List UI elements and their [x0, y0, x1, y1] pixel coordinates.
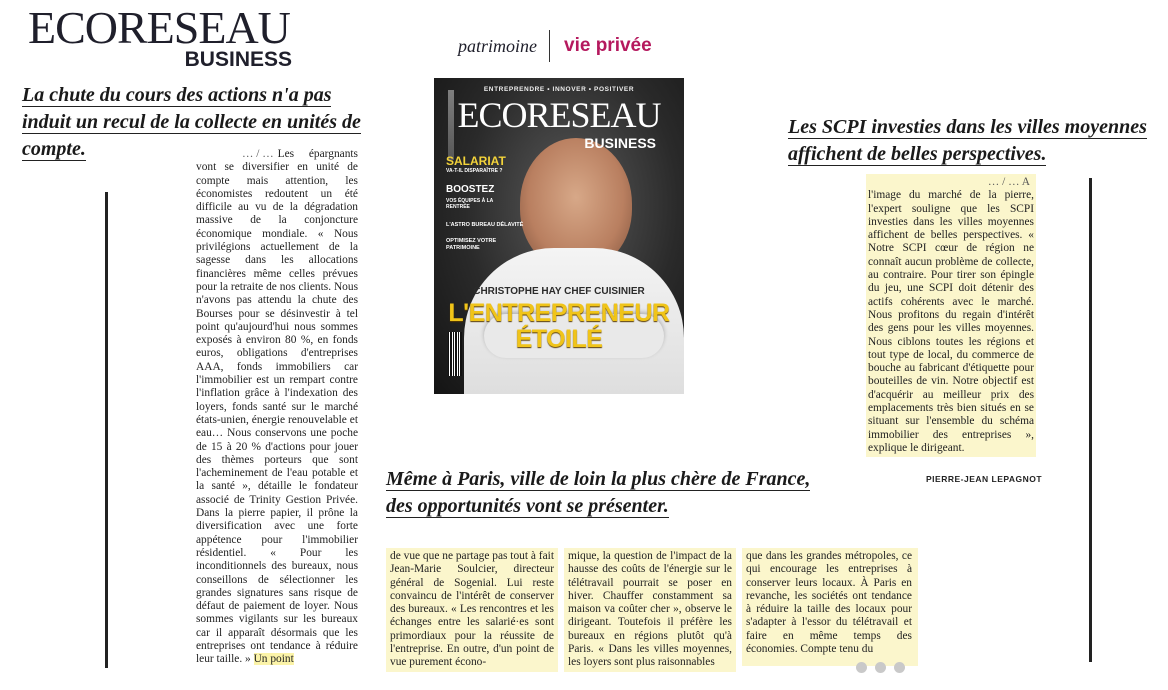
pull-quote-2-text: Les SCPI investies dans les villes moyennes affichent de belles perspectives.: [788, 116, 1147, 165]
cover-headline-boostez: BOOSTEZ: [446, 184, 495, 195]
cover-headline-patrimoine: OPTIMISEZ VOTRE PATRIMOINE: [446, 238, 497, 251]
column-1-tail: Un point: [253, 653, 294, 666]
article-column-4: mique, la question de l'impact de la hausse des coûts de l'énergie sur le télétravail pourrait se poser en hiver. Chauffer constamment sa maison va coûter cher », observe le dirigeant. Toutefois il préfère les bureaux en régions plutôt qu'à Paris. « Dans les villes moyennes, les loyers sont plus raisonnables: [564, 548, 736, 672]
column-1-text: Les épargnants vont se diversifier en unité de compte mais attention, les économistes redoutent un été difficile au vu de la dégradation massive de la conjoncture économique mondiale. « Nous privilégions actuellement de la sagesse dans les allocations financières même celles prévues pour la retraite de nos clients. Nous n'avons pas attendu la chute des Bourses pour se désinvestir à tel point qu'aujourd'hui nous sommes exposés à environ 80 %, en fonds euros, obligations d'entreprises AAA, fonds immobiliers car l'immobilier est un rempart contre l'inflation grâce à l'indexation des loyers, fonds santé sur le marché états-unien, énergie renouvelable et eau… Nous conservons une poche de 15 à 20 % d'actions pour jouer des thèmes porteurs que sont l'acheminement de l'eau potable et la santé », détaille le fondateur associé de Trinity Gestion Privée. Dans la pierre papier, il prône la diversification avec une forte appétence pour l'immobilier résidentiel. « Pour les inconditionnels des bureaux, nous conseillons de sélectionner les grandes signatures sans risque de défaut de paiement de loyer. Nous sommes vigilants sur les bureaux car il apparaît désormais que les entreprises ont tendance à réduire leur taille. »: [196, 148, 358, 666]
pull-quote-3-text: Même à Paris, ville de loin la plus chère de France, des opportunités vont se présenter.: [386, 468, 811, 517]
column-2-text: l'image du marché de la pierre, l'expert souligne que les SCPI investies dans les villes moyennes affichent de belles perspectives. « Notre SCPI cœur de région ne connaît aucun problème de collecte, au contraire. Pour tirer son épingle du jeu, une SCPI doit détenir des actifs cohérents avec le marché. Nous profitons du regain d'intérêt des gens pour les villes moyennes. Nous ciblons toutes les régions et tout type de local, du commerce de bouche au fabricant d'étiquette pour bouteilles de vin. Notre objectif est d'acquérir au meilleur prix des emplacements très bien situés en se situant sur l'ensemble du schéma immobilier des entreprises », explique le dirigeant.: [868, 189, 1034, 454]
pull-quote-2: [788, 114, 1158, 168]
cover-logo: ECORESEAU: [457, 95, 661, 135]
article-column-3: de vue que ne partage pas tout à fait Jean-Marie Soulcier, directeur général de Sogenial. Lui reste convaincu de l'intérêt de conserver des bureaux. « Les rencontres et les échanges entre les salarié·es sont primordiaux pour la réussite de l'entreprise. En outre, d'un point de vue purement écono-: [386, 548, 558, 672]
cover-barcode: [448, 332, 462, 376]
author-signature: PIERRE-JEAN LEPAGNOT: [926, 474, 1043, 484]
pagination-dot[interactable]: [856, 662, 867, 673]
pagination-dot[interactable]: [894, 662, 905, 673]
cover-title: [434, 300, 684, 352]
section-nav: [458, 30, 652, 62]
article-column-5: que dans les grandes métropoles, ce qui encourage les entreprises à conserver leurs locaux. À Paris en revanche, les sociétés ont tendance à réduire la taille des locaux pour s'adapter à l'essor du télétravail et faire en même temps des économies. Compte tenu du: [742, 548, 918, 666]
nav-link-patrimoine[interactable]: patrimoine: [458, 35, 537, 56]
logo-sub-text: BUSINESS: [184, 48, 292, 71]
pagination-dots[interactable]: [856, 662, 905, 673]
left-vertical-rule: [105, 192, 108, 668]
nav-link-vie-privee[interactable]: vie privée: [564, 35, 652, 56]
cover-subline-salariat: VA-T-IL DISPARAÎTRE ?: [446, 168, 503, 174]
site-logo[interactable]: [28, 2, 298, 72]
cover-title-line1: L'ENTREPRENEUR: [448, 299, 670, 327]
article-column-1: [196, 148, 358, 667]
pull-quote-1-text: La chute du cours des actions n'a pas induit un recul de la collecte en unités de compte.: [22, 84, 361, 160]
cover-headline-salariat: SALARIAT: [446, 154, 506, 168]
cover-subline-boostez: VOS ÉQUIPES À LA RENTRÉE: [446, 198, 494, 210]
pagination-dot[interactable]: [875, 662, 886, 673]
cover-person-name: CHRISTOPHE HAY CHEF CUISINIER: [473, 286, 645, 297]
logo-main-text: ECORESEAU: [28, 2, 290, 53]
article-column-2: [866, 174, 1036, 457]
pull-quote-3: [386, 466, 816, 520]
cover-logo-sub: BUSINESS: [584, 135, 656, 151]
right-vertical-rule: [1089, 178, 1092, 662]
cover-tagline: ENTREPRENDRE • INNOVER • POSITIVER: [483, 86, 635, 93]
column-continuation-mark: … / …: [242, 148, 274, 160]
cover-title-line2: ÉTOILÉ: [515, 325, 603, 353]
magazine-cover[interactable]: [434, 78, 684, 394]
column-2-lead: … / … A: [987, 176, 1030, 188]
cover-headline-bureau: L'ASTRO BUREAU DÉLAVITÉ: [446, 222, 524, 228]
